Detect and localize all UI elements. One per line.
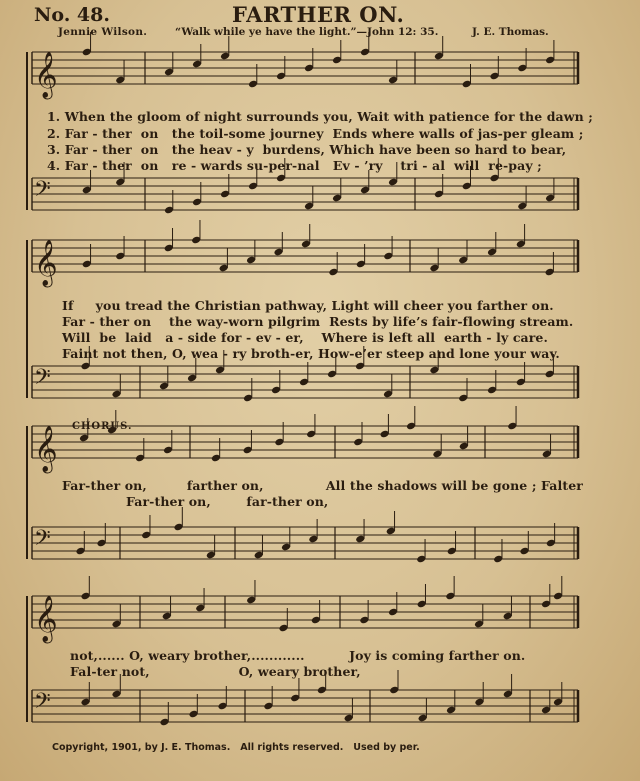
chorus-soprano-line-1: Far-ther on, farther on, All the shadows will be gone ; Falter	[62, 478, 583, 493]
lyricist: Jennie Wilson.	[58, 26, 148, 38]
clef-icon: 𝄢	[34, 177, 51, 207]
clef-icon: 𝄞	[34, 52, 58, 98]
verse-2-line-1: 2. Far - ther on the toil-some journey Ends where walls of jas-per gleam ;	[47, 126, 584, 141]
clef-icon: 𝄞	[34, 596, 58, 642]
chorus-label: CHORUS.	[72, 421, 133, 432]
chorus-bass-line-2: Fal-ter not, O, weary brother,	[70, 664, 361, 679]
verse-2-line-2: Far - ther on the way-worn pilgrim Rests by life’s fair-flowing stream.	[62, 314, 574, 329]
hymn-number: No. 48.	[34, 4, 110, 26]
verse-1-line-1: 1. When the gloom of night surrounds you, Wait with patience for the dawn ;	[47, 109, 593, 124]
clef-icon: 𝄞	[34, 240, 58, 286]
clef-icon: 𝄢	[34, 689, 51, 719]
verse-4-line-1: 4. Far - ther on re - wards su-per-nal Ev - ’ry tri - al will re-pay ;	[47, 158, 542, 173]
chorus-soprano-line-2: not,...... O, weary brother,............ Joy is coming farther on.	[70, 648, 526, 663]
scripture-epigraph: “Walk while ye have the light.”—John 12: 35.	[175, 26, 439, 38]
hymn-title: FARTHER ON.	[232, 2, 405, 27]
verse-3-line-2: Will be laid a - side for - ev - er, Where is left all earth - ly care.	[62, 330, 548, 345]
copyright-notice: Copyright, 1901, by J. E. Thomas. All rights reserved. Used by per.	[52, 742, 420, 753]
verse-3-line-1: 3. Far - ther on the heav - y burdens, Which have been so hard to bear,	[47, 142, 567, 157]
clef-icon: 𝄞	[34, 426, 58, 472]
clef-icon: 𝄢	[34, 365, 51, 395]
clef-icon: 𝄢	[34, 526, 51, 556]
verse-4-line-2: Faint not then, O, wea - ry broth-er, How-e’er steep and lone your way.	[62, 346, 560, 361]
verse-1-line-2: If you tread the Christian pathway, Light will cheer you farther on.	[62, 298, 554, 313]
composer: J. E. Thomas.	[472, 26, 549, 38]
chorus-bass-line-1: Far-ther on, far-ther on,	[126, 494, 329, 509]
